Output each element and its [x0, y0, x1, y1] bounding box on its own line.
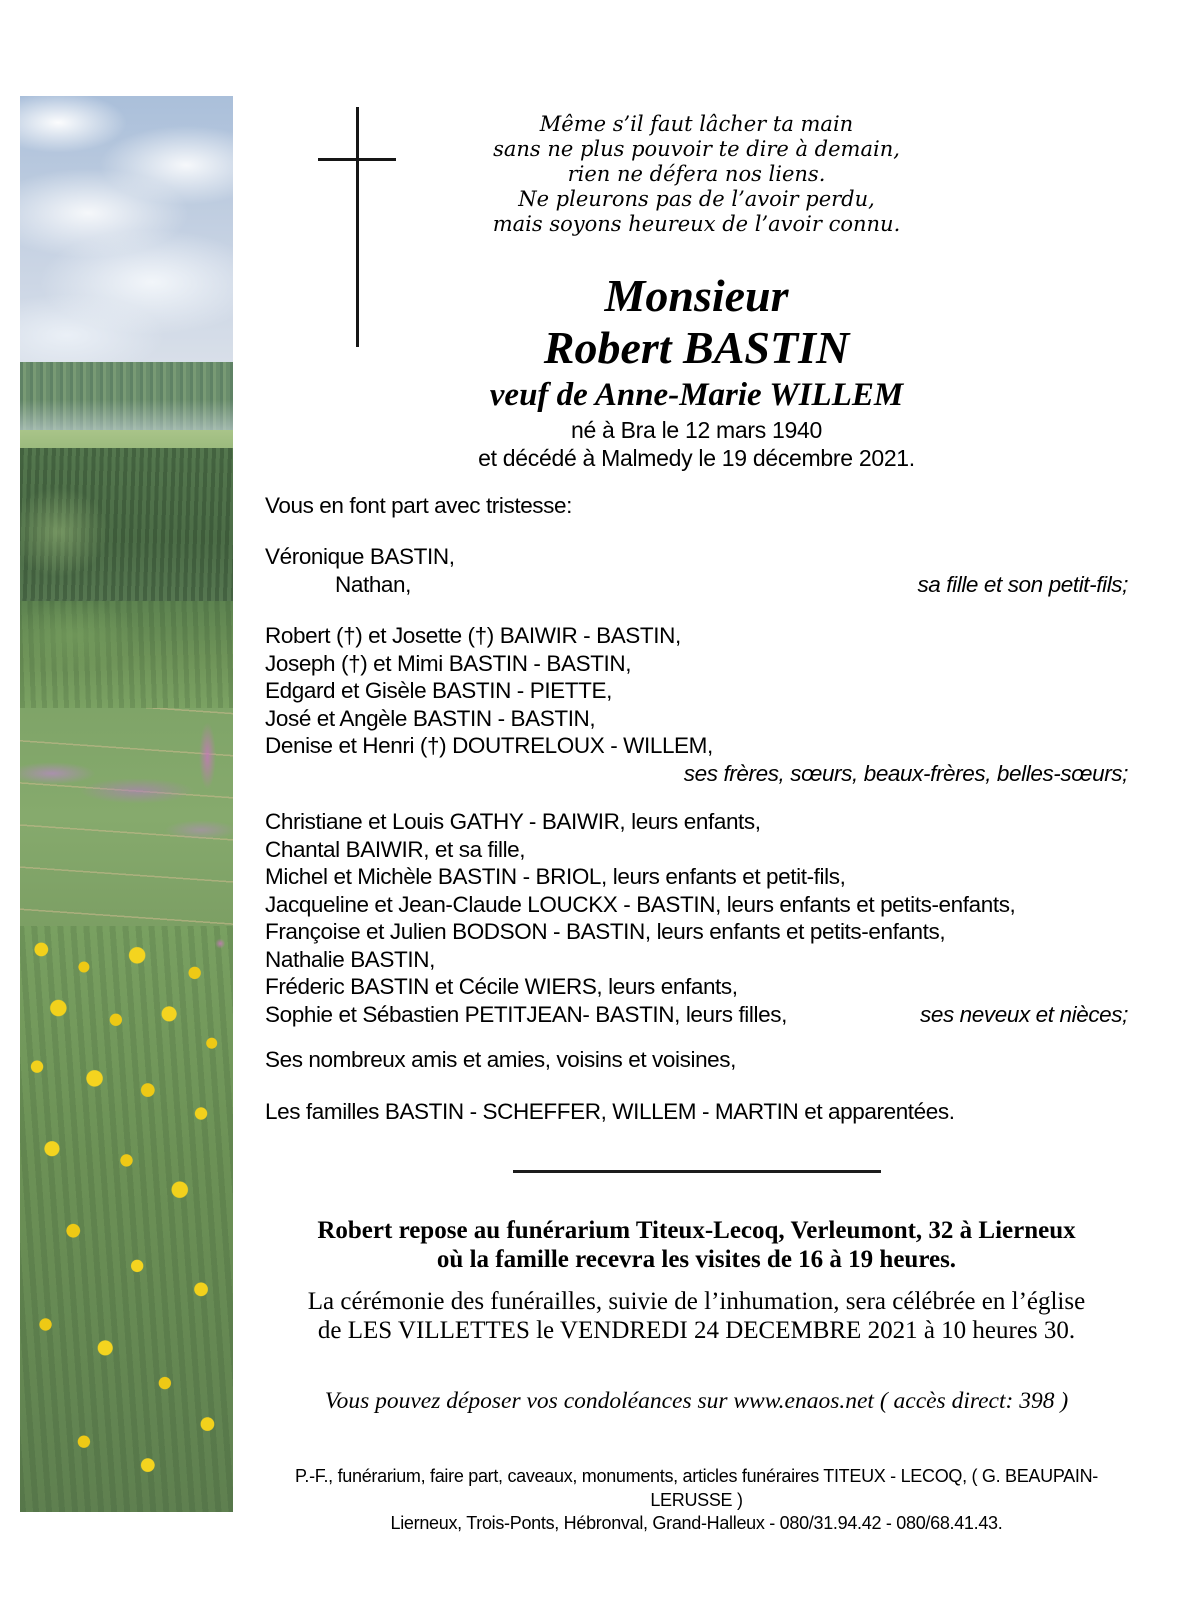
- death-line: et décédé à Malmedy le 19 décembre 2021.: [478, 445, 915, 471]
- wake-announcement: [265, 1217, 1128, 1274]
- funeral-home-footer: [265, 1465, 1128, 1536]
- family-group-nephews: [265, 808, 1128, 1028]
- relation-label: ses neveux et nièces;: [920, 1001, 1128, 1027]
- footer-line: P.-F., funérarium, faire part, caveaux, monuments, articles funéraires TITEUX - LECOQ, ( G. BEAUPAIN-LERUSSE ): [295, 1466, 1098, 1510]
- quote-line: mais soyons heureux de l’avoir connu.: [492, 212, 901, 236]
- deceased-name: Robert BASTIN: [543, 322, 850, 373]
- family-line: Michel et Michèle BASTIN - BRIOL, leurs enfants et petit-fils,: [265, 864, 846, 889]
- family-line: Chantal BAIWIR, et sa fille,: [265, 836, 526, 862]
- ceremony-line: La cérémonie des funérailles, suivie de l’inhumation, sera célébrée en l’église: [307, 1288, 1086, 1315]
- family-line: Christiane et Louis GATHY - BAIWIR, leurs enfants,: [265, 809, 761, 834]
- quote-line: rien ne défera nos liens.: [567, 162, 826, 186]
- family-line: Robert (†) et Josette (†) BAIWIR - BASTIN,: [265, 623, 681, 648]
- ceremony-line: de LES VILLETTES le VENDREDI 24 DECEMBRE 2021 à 10 heures 30.: [317, 1316, 1076, 1344]
- salutation: Monsieur: [604, 270, 789, 321]
- spouse-line: veuf de Anne-Marie WILLEM: [489, 377, 904, 413]
- family-line: Edgard et Gisèle BASTIN - PIETTE,: [265, 678, 612, 703]
- quote-line: sans ne plus pouvoir te dire à demain,: [493, 137, 900, 161]
- photo-far-meadow: [20, 430, 233, 448]
- divider-line: [265, 1170, 1128, 1173]
- photo-forest: [20, 448, 233, 601]
- photo-yellow-flowers: [20, 926, 233, 1512]
- family-line: Denise et Henri (†) DOUTRELOUX - WILLEM,: [265, 733, 713, 758]
- footer-line: Lierneux, Trois-Ponts, Hébronval, Grand-Halleux - 080/31.94.42 - 080/68.41.43.: [390, 1513, 1003, 1533]
- family-line: Nathalie BASTIN,: [265, 946, 435, 972]
- quote-line: Même s’il faut lâcher ta main: [539, 112, 854, 136]
- relation-label: ses frères, sœurs, beaux-frères, belles-sœurs;: [683, 760, 1128, 786]
- family-line: Jacqueline et Jean-Claude LOUCKX - BASTIN, leurs enfants et petits-enfants,: [265, 891, 1016, 917]
- family-line: Sophie et Sébastien PETITJEAN- BASTIN, leurs filles,: [265, 1001, 787, 1027]
- family-line: Véronique BASTIN,: [265, 544, 455, 569]
- quote-line: Ne pleurons pas de l’avoir perdu,: [518, 187, 875, 211]
- photo-sky: [20, 96, 233, 362]
- deceased-header: [265, 270, 1128, 472]
- family-line: Nathan,: [335, 571, 412, 597]
- family-group-daughter: [265, 543, 1128, 598]
- family-group-siblings: [265, 622, 1128, 787]
- photo-distant-forest: [20, 362, 233, 430]
- photo-bushes: [20, 601, 233, 708]
- condolences-line: Vous pouvez déposer vos condoléances sur www.enaos.net ( accès direct: 398 ): [324, 1388, 1069, 1414]
- announcement-intro: Vous en font part avec tristesse:: [265, 493, 572, 518]
- family-line: Joseph (†) et Mimi BASTIN - BASTIN,: [265, 650, 632, 676]
- wake-line: où la famille recevra les visites de 16 à 19 heures.: [436, 1245, 957, 1273]
- birth-line: né à Bra le 12 mars 1940: [570, 417, 823, 443]
- memorial-quote: [265, 112, 1128, 237]
- photo-meadow: [20, 708, 233, 926]
- ceremony-announcement: [265, 1288, 1128, 1345]
- relation-label: sa fille et son petit-fils;: [917, 571, 1128, 597]
- friends-line: Ses nombreux amis et amies, voisins et voisines,: [265, 1047, 736, 1072]
- landscape-photo: [20, 96, 233, 1512]
- families-line: Les familles BASTIN - SCHEFFER, WILLEM - MARTIN et apparentées.: [265, 1099, 955, 1124]
- family-line: Fréderic BASTIN et Cécile WIERS, leurs enfants,: [265, 974, 738, 999]
- family-line: Françoise et Julien BODSON - BASTIN, leurs enfants et petits-enfants,: [265, 919, 946, 944]
- wake-line: Robert repose au funérarium Titeux-Lecoq, Verleumont, 32 à Lierneux: [317, 1217, 1076, 1244]
- family-line: José et Angèle BASTIN - BASTIN,: [265, 705, 596, 731]
